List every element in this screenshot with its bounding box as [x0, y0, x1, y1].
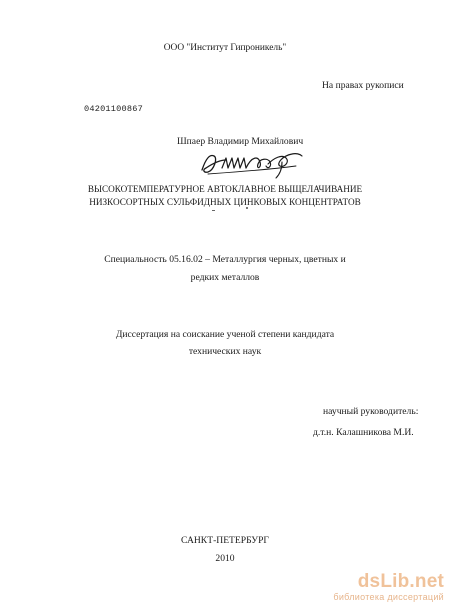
watermark-subtitle: библиотека диссертаций — [333, 592, 444, 602]
advisor-name: д.т.н. Калашникова М.И. — [313, 427, 414, 438]
author-name: Шпаер Владимир Михайлович — [177, 136, 304, 147]
scan-speck — [212, 210, 215, 211]
year: 2010 — [215, 553, 235, 564]
registry-code: 04201100867 — [84, 104, 143, 114]
thesis-title-line-2: НИЗКОСОРТНЫХ СУЛЬФИДНЫХ ЦИНКОВЫХ КОНЦЕНТРАТОВ — [89, 197, 361, 207]
advisor-label: научный руководитель: — [323, 406, 419, 417]
thesis-title-line-1: ВЫСОКОТЕМПЕРАТУРНОЕ АВТОКЛАВНОЕ ВЫЩЕЛАЧИВАНИЕ — [87, 184, 363, 194]
dissertation-line-2: технических наук — [188, 346, 262, 357]
watermark-logo: dsLib.net — [357, 571, 444, 592]
author-signature — [196, 148, 306, 180]
rights-note: На правах рукописи — [322, 80, 404, 91]
organization-name: ООО "Институт Гипроникель" — [163, 43, 287, 53]
specialty-line-2: редких металлов — [190, 272, 260, 283]
city: САНКТ-ПЕТЕРБУРГ — [181, 535, 269, 546]
specialty-line-1: Специальность 05.16.02 – Металлургия черных, цветных и — [104, 254, 346, 265]
dissertation-line-1: Диссертация на соискание ученой степени кандидата — [115, 329, 335, 340]
scan-speck — [246, 207, 248, 209]
watermark — [304, 572, 444, 610]
